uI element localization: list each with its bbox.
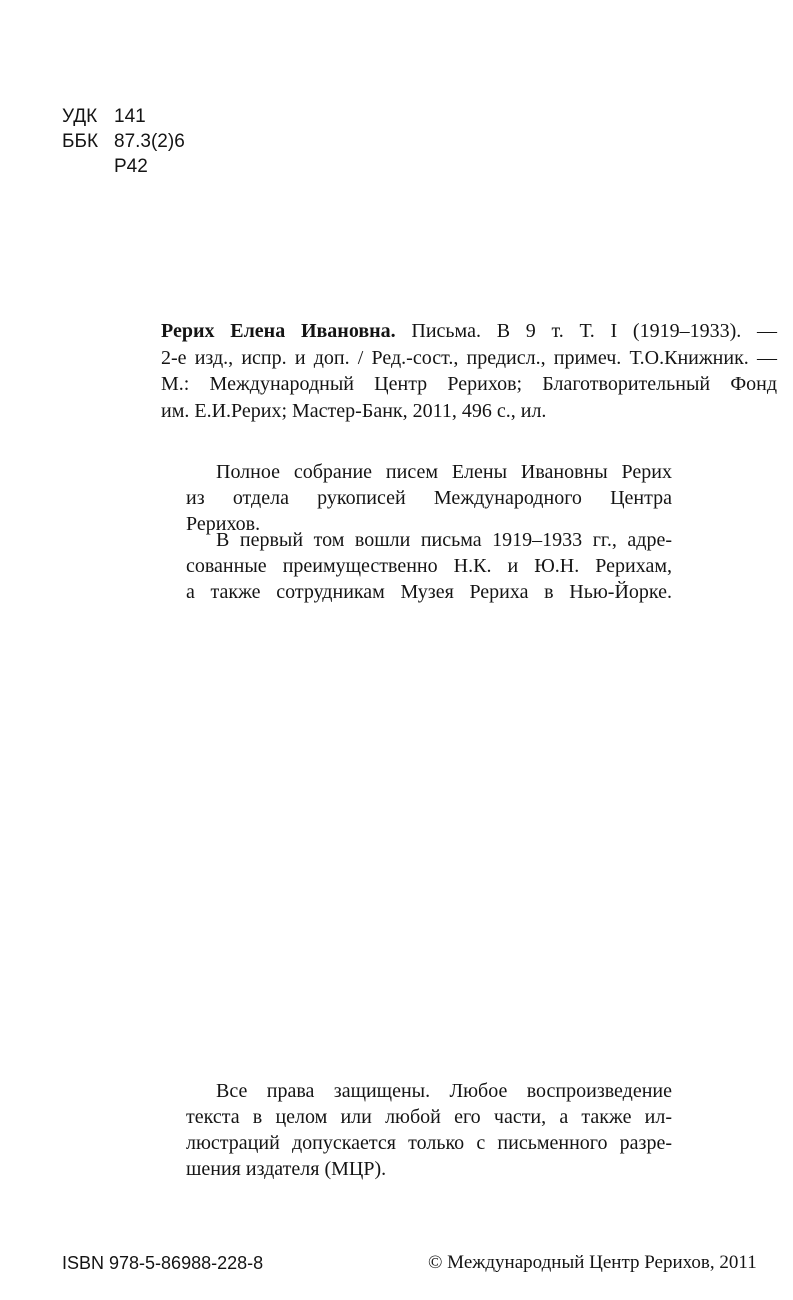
annotation-line: Полное собрание писем Елены Ивановны Рерих: [216, 461, 672, 483]
rights-line: Все права защищены. Любое воспроизведение: [216, 1080, 672, 1102]
bibliographic-description: [161, 318, 777, 424]
bbk-value: 87.3(2)6: [114, 131, 185, 152]
udk-label: УДК: [62, 106, 98, 127]
author-mark: Р42: [114, 156, 148, 177]
rights-line: шения издателя (МЦР).: [186, 1158, 387, 1180]
annotation-line: из отдела рукописей Международного Центра: [186, 487, 672, 509]
annotation-line: сованные преимущественно Н.К. и Ю.Н. Рерихам,: [186, 555, 672, 577]
bib-title: Письма. В 9 т. Т. I (1919–1933). —: [395, 320, 777, 342]
bib-line-3: М.: Международный Центр Рерихов; Благотворительный Фонд: [161, 373, 777, 395]
classification-block: [62, 104, 185, 179]
annotation-paragraph-1: [186, 459, 672, 537]
udk-row: [62, 104, 185, 129]
udk-value: 141: [114, 106, 146, 127]
bib-line-1: [161, 318, 777, 345]
bib-line-2: 2-е изд., испр. и доп. / Ред.-сост., предисл., примеч. Т.О.Книжник. —: [161, 346, 777, 369]
bib-author: Рерих Елена Ивановна.: [161, 320, 396, 342]
rights-notice: [186, 1078, 672, 1182]
bbk-row: [62, 129, 185, 154]
annotation-line: а также сотрудникам Музея Рериха в Нью-Йорке.: [186, 581, 672, 603]
bib-line-4: им. Е.И.Рерих; Мастер-Банк, 2011, 496 с., ил.: [161, 399, 547, 422]
isbn: ISBN 978-5-86988-228-8: [62, 1253, 264, 1273]
copyright-notice: © Международный Центр Рерихов, 2011: [428, 1252, 757, 1273]
rights-line: люстраций допускается только с письменного разре-: [186, 1132, 672, 1154]
annotation-line: В первый том вошли письма 1919–1933 гг., адре-: [216, 529, 672, 551]
bbk-label: ББК: [62, 131, 99, 152]
annotation-line: Рерихов.: [186, 513, 261, 535]
annotation-paragraph-2: [186, 527, 672, 605]
rights-line: текста в целом или любой его части, а также ил-: [186, 1106, 672, 1128]
author-mark-row: [62, 154, 185, 179]
